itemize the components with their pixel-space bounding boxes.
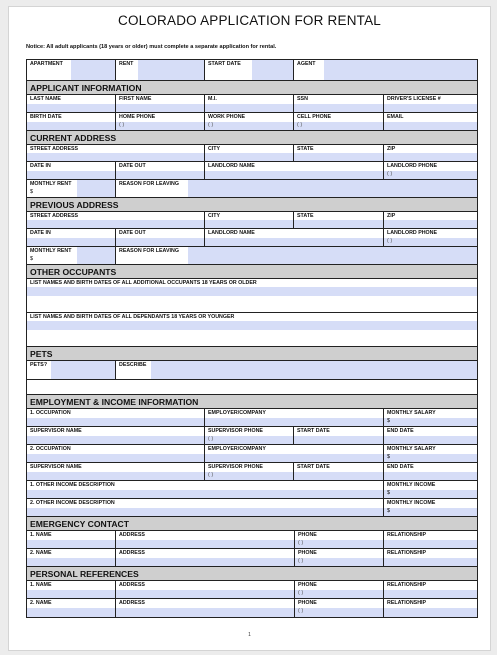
- current-zip-field[interactable]: [384, 145, 477, 161]
- work-phone-label: WORK PHONE: [208, 114, 246, 120]
- reference-relationship-2-field[interactable]: [384, 599, 477, 617]
- occupants-adults-row: [27, 279, 477, 313]
- employer-1-field[interactable]: [205, 409, 384, 426]
- first-name-label: FIRST NAME: [119, 96, 152, 102]
- supervisor-phone-2-field[interactable]: [205, 463, 294, 480]
- emergency-phone-1-parens: ( ): [298, 540, 304, 546]
- emergency-phone-2-label: PHONE: [298, 550, 317, 556]
- supervisor-1-row: [27, 427, 477, 445]
- reference-address-2-label: ADDRESS: [119, 600, 145, 606]
- current-date-out-label: DATE OUT: [119, 163, 146, 169]
- pets-spacer-row: [27, 380, 477, 395]
- emergency-name-1-field[interactable]: [27, 531, 116, 548]
- emergency-address-1-field[interactable]: [116, 531, 295, 548]
- section-pets: PETS: [27, 347, 477, 361]
- section-current-address: CURRENT ADDRESS: [27, 131, 477, 145]
- emergency-name-1-label: 1. NAME: [30, 532, 52, 538]
- rent-field[interactable]: [116, 60, 205, 80]
- occupation-1-row: [27, 409, 477, 427]
- current-reason-field[interactable]: [116, 180, 477, 197]
- supervisor-name-1-label: SUPERVISOR NAME: [30, 428, 82, 434]
- apartment-label: APARTMENT: [30, 61, 63, 67]
- drivers-license-field[interactable]: [384, 95, 477, 112]
- previous-monthly-rent-field[interactable]: [27, 247, 116, 264]
- monthly-income-1-label: MONTHLY INCOME: [387, 482, 436, 488]
- mi-label: M.I.: [208, 96, 217, 102]
- previous-city-label: CITY: [208, 213, 221, 219]
- start-date-label: START DATE: [208, 61, 241, 67]
- current-date-out-field[interactable]: [116, 162, 205, 179]
- emergency-phone-2-parens: ( ): [298, 558, 304, 564]
- reference-1-row: [27, 581, 477, 599]
- previous-date-out-label: DATE OUT: [119, 230, 146, 236]
- current-reason-label: REASON FOR LEAVING: [119, 181, 179, 187]
- occupants-dependants-row: [27, 313, 477, 347]
- reference-phone-2-parens: ( ): [298, 608, 304, 614]
- supervisor-phone-2-label: SUPERVISOR PHONE: [208, 464, 263, 470]
- agent-label: AGENT: [297, 61, 316, 67]
- current-monthly-rent-label: MONTHLY RENT: [30, 181, 72, 187]
- occupants-dependants-label: LIST NAMES AND BIRTH DATES OF ALL DEPENDANTS 18 YEARS OR YOUNGER: [30, 314, 235, 320]
- occupation-2-label: 2. OCCUPATION: [30, 446, 71, 452]
- end-date-2-field[interactable]: [384, 463, 477, 480]
- reference-phone-1-label: PHONE: [298, 582, 317, 588]
- reference-phone-2-field[interactable]: [295, 599, 384, 617]
- reference-relationship-1-field[interactable]: [384, 581, 477, 598]
- cell-phone-field[interactable]: [294, 113, 384, 130]
- previous-dates-row: [27, 229, 477, 247]
- page-number: 1: [248, 632, 251, 638]
- occupation-1-field[interactable]: [27, 409, 205, 426]
- previous-reason-field[interactable]: [116, 247, 477, 264]
- supervisor-phone-2-parens: ( ): [208, 472, 214, 478]
- work-phone-parens: ( ): [208, 122, 214, 128]
- previous-zip-label: ZIP: [387, 213, 396, 219]
- supervisor-name-2-field[interactable]: [27, 463, 205, 480]
- monthly-salary-1-label: MONTHLY SALARY: [387, 410, 436, 416]
- pets-field[interactable]: [27, 361, 116, 379]
- employer-1-label: EMPLOYER/COMPANY: [208, 410, 266, 416]
- previous-date-out-field[interactable]: [116, 229, 205, 246]
- previous-rent-row: [27, 247, 477, 265]
- reference-address-1-field[interactable]: [116, 581, 295, 598]
- other-income-1-field[interactable]: [27, 481, 384, 498]
- salary-2-dollar: $: [387, 454, 391, 460]
- emergency-relationship-1-label: RELATIONSHIP: [387, 532, 427, 538]
- emergency-relationship-2-label: RELATIONSHIP: [387, 550, 427, 556]
- form-page: [8, 6, 491, 651]
- other-income-1-label: 1. OTHER INCOME DESCRIPTION: [30, 482, 115, 488]
- end-date-1-label: END DATE: [387, 428, 414, 434]
- pets-describe-label: DESCRIBE: [119, 362, 147, 368]
- supervisor-2-row: [27, 463, 477, 481]
- current-landlord-phone-parens: ( ): [387, 171, 393, 177]
- current-city-label: CITY: [208, 146, 221, 152]
- applicant-name-row: [27, 95, 477, 113]
- monthly-salary-2-field[interactable]: [384, 445, 477, 462]
- birth-date-field[interactable]: [27, 113, 116, 130]
- previous-landlord-name-field[interactable]: [205, 229, 384, 246]
- occupants-adults-label: LIST NAMES AND BIRTH DATES OF ALL ADDITIONAL OCCUPANTS 18 YEARS OR OLDER: [30, 280, 257, 286]
- previous-monthly-rent-label: MONTHLY RENT: [30, 248, 72, 254]
- end-date-1-field[interactable]: [384, 427, 477, 444]
- previous-landlord-name-label: LANDLORD NAME: [208, 230, 255, 236]
- previous-street-field[interactable]: [27, 212, 205, 228]
- current-street-row: [27, 145, 477, 162]
- current-dates-row: [27, 162, 477, 180]
- previous-zip-field[interactable]: [384, 212, 477, 228]
- current-zip-label: ZIP: [387, 146, 396, 152]
- page-title: COLORADO APPLICATION FOR RENTAL: [118, 13, 381, 28]
- section-employment-income: EMPLOYMENT & INCOME INFORMATION: [27, 395, 477, 409]
- current-state-label: STATE: [297, 146, 314, 152]
- rental-info-row: [27, 60, 477, 81]
- supervisor-name-2-label: SUPERVISOR NAME: [30, 464, 82, 470]
- current-city-field[interactable]: [205, 145, 294, 161]
- emergency-address-2-label: ADDRESS: [119, 550, 145, 556]
- other-income-2-row: [27, 499, 477, 517]
- supervisor-phone-1-field[interactable]: [205, 427, 294, 444]
- current-street-field[interactable]: [27, 145, 205, 161]
- reference-relationship-2-label: RELATIONSHIP: [387, 600, 427, 606]
- last-name-field[interactable]: [27, 95, 116, 112]
- ssn-field[interactable]: [294, 95, 384, 112]
- email-label: EMAIL: [387, 114, 404, 120]
- current-rent-dollar: $: [30, 189, 34, 195]
- occupation-1-label: 1. OCCUPATION: [30, 410, 71, 416]
- current-landlord-phone-field[interactable]: [384, 162, 477, 179]
- previous-state-label: STATE: [297, 213, 314, 219]
- emergency-address-1-label: ADDRESS: [119, 532, 145, 538]
- birth-date-label: BIRTH DATE: [30, 114, 62, 120]
- previous-street-row: [27, 212, 477, 229]
- current-rent-row: [27, 180, 477, 198]
- reference-address-1-label: ADDRESS: [119, 582, 145, 588]
- monthly-income-1-field[interactable]: [384, 481, 477, 498]
- pets-label: PETS?: [30, 362, 48, 368]
- start-date-2-field[interactable]: [294, 463, 384, 480]
- monthly-income-2-label: MONTHLY INCOME: [387, 500, 436, 506]
- cell-phone-parens: ( ): [297, 122, 303, 128]
- section-personal-references: PERSONAL REFERENCES: [27, 567, 477, 581]
- monthly-salary-2-label: MONTHLY SALARY: [387, 446, 436, 452]
- reference-address-2-field[interactable]: [116, 599, 295, 617]
- cell-phone-label: CELL PHONE: [297, 114, 332, 120]
- notice-text: Notice: All adult applicants (18 years or older) must complete a separate application for rental.: [26, 44, 277, 50]
- reference-phone-1-parens: ( ): [298, 590, 304, 596]
- previous-landlord-phone-label: LANDLORD PHONE: [387, 230, 438, 236]
- rent-label: RENT: [119, 61, 134, 67]
- emergency-relationship-2-field[interactable]: [384, 549, 477, 566]
- first-name-field[interactable]: [116, 95, 205, 112]
- pets-row: [27, 361, 477, 380]
- current-date-in-field[interactable]: [27, 162, 116, 179]
- pets-describe-field[interactable]: [116, 361, 477, 379]
- section-previous-address: PREVIOUS ADDRESS: [27, 198, 477, 212]
- current-monthly-rent-field[interactable]: [27, 180, 116, 197]
- current-date-in-label: DATE IN: [30, 163, 51, 169]
- previous-street-label: STREET ADDRESS: [30, 213, 79, 219]
- current-state-field[interactable]: [294, 145, 384, 161]
- last-name-label: LAST NAME: [30, 96, 61, 102]
- salary-1-dollar: $: [387, 418, 391, 424]
- ssn-label: SSN: [297, 96, 308, 102]
- pets-extra-line[interactable]: [27, 380, 477, 394]
- reference-relationship-1-label: RELATIONSHIP: [387, 582, 427, 588]
- supervisor-phone-1-parens: ( ): [208, 436, 214, 442]
- previous-date-in-label: DATE IN: [30, 230, 51, 236]
- emergency-address-2-field[interactable]: [116, 549, 295, 566]
- start-date-1-label: START DATE: [297, 428, 330, 434]
- reference-name-2-field[interactable]: [27, 599, 116, 617]
- current-landlord-name-label: LANDLORD NAME: [208, 163, 255, 169]
- previous-rent-dollar: $: [30, 256, 34, 262]
- occupation-2-field[interactable]: [27, 445, 205, 462]
- occupation-2-row: [27, 445, 477, 463]
- employer-2-field[interactable]: [205, 445, 384, 462]
- emergency-1-row: [27, 531, 477, 549]
- reference-name-1-label: 1. NAME: [30, 582, 52, 588]
- current-landlord-phone-label: LANDLORD PHONE: [387, 163, 438, 169]
- rental-application-form: [26, 59, 478, 618]
- emergency-name-2-label: 2. NAME: [30, 550, 52, 556]
- emergency-name-2-field[interactable]: [27, 549, 116, 566]
- previous-date-in-field[interactable]: [27, 229, 116, 246]
- reference-phone-2-label: PHONE: [298, 600, 317, 606]
- other-income-1-row: [27, 481, 477, 499]
- supervisor-phone-1-label: SUPERVISOR PHONE: [208, 428, 263, 434]
- section-applicant-information: APPLICANT INFORMATION: [27, 81, 477, 95]
- emergency-2-row: [27, 549, 477, 567]
- reference-name-2-label: 2. NAME: [30, 600, 52, 606]
- current-street-label: STREET ADDRESS: [30, 146, 79, 152]
- section-emergency-contact: EMERGENCY CONTACT: [27, 517, 477, 531]
- emergency-relationship-1-field[interactable]: [384, 531, 477, 548]
- current-landlord-name-field[interactable]: [205, 162, 384, 179]
- drivers-license-label: DRIVER'S LICENSE #: [387, 96, 441, 102]
- start-date-2-label: START DATE: [297, 464, 330, 470]
- work-phone-field[interactable]: [205, 113, 294, 130]
- employer-2-label: EMPLOYER/COMPANY: [208, 446, 266, 452]
- apartment-field[interactable]: [27, 60, 116, 80]
- section-other-occupants: OTHER OCCUPANTS: [27, 265, 477, 279]
- email-field[interactable]: [384, 113, 477, 130]
- home-phone-parens: ( ): [119, 122, 125, 128]
- home-phone-label: HOME PHONE: [119, 114, 156, 120]
- start-date-field[interactable]: [205, 60, 294, 80]
- mi-field[interactable]: [205, 95, 294, 112]
- previous-landlord-phone-parens: ( ): [387, 238, 393, 244]
- income-2-dollar: $: [387, 508, 391, 514]
- previous-city-field[interactable]: [205, 212, 294, 228]
- other-income-2-field[interactable]: [27, 499, 384, 516]
- monthly-income-2-field[interactable]: [384, 499, 477, 516]
- start-date-1-field[interactable]: [294, 427, 384, 444]
- supervisor-name-1-field[interactable]: [27, 427, 205, 444]
- monthly-salary-1-field[interactable]: [384, 409, 477, 426]
- emergency-phone-1-label: PHONE: [298, 532, 317, 538]
- reference-name-1-field[interactable]: [27, 581, 116, 598]
- previous-state-field[interactable]: [294, 212, 384, 228]
- previous-reason-label: REASON FOR LEAVING: [119, 248, 179, 254]
- home-phone-field[interactable]: [116, 113, 205, 130]
- emergency-phone-2-field[interactable]: [295, 549, 384, 566]
- previous-landlord-phone-field[interactable]: [384, 229, 477, 246]
- emergency-phone-1-field[interactable]: [295, 531, 384, 548]
- reference-phone-1-field[interactable]: [295, 581, 384, 598]
- occupants-adults-field[interactable]: [27, 279, 477, 312]
- income-1-dollar: $: [387, 490, 391, 496]
- other-income-2-label: 2. OTHER INCOME DESCRIPTION: [30, 500, 115, 506]
- applicant-contact-row: [27, 113, 477, 131]
- agent-field[interactable]: [294, 60, 477, 80]
- occupants-dependants-field[interactable]: [27, 313, 477, 346]
- reference-2-row: [27, 599, 477, 617]
- end-date-2-label: END DATE: [387, 464, 414, 470]
